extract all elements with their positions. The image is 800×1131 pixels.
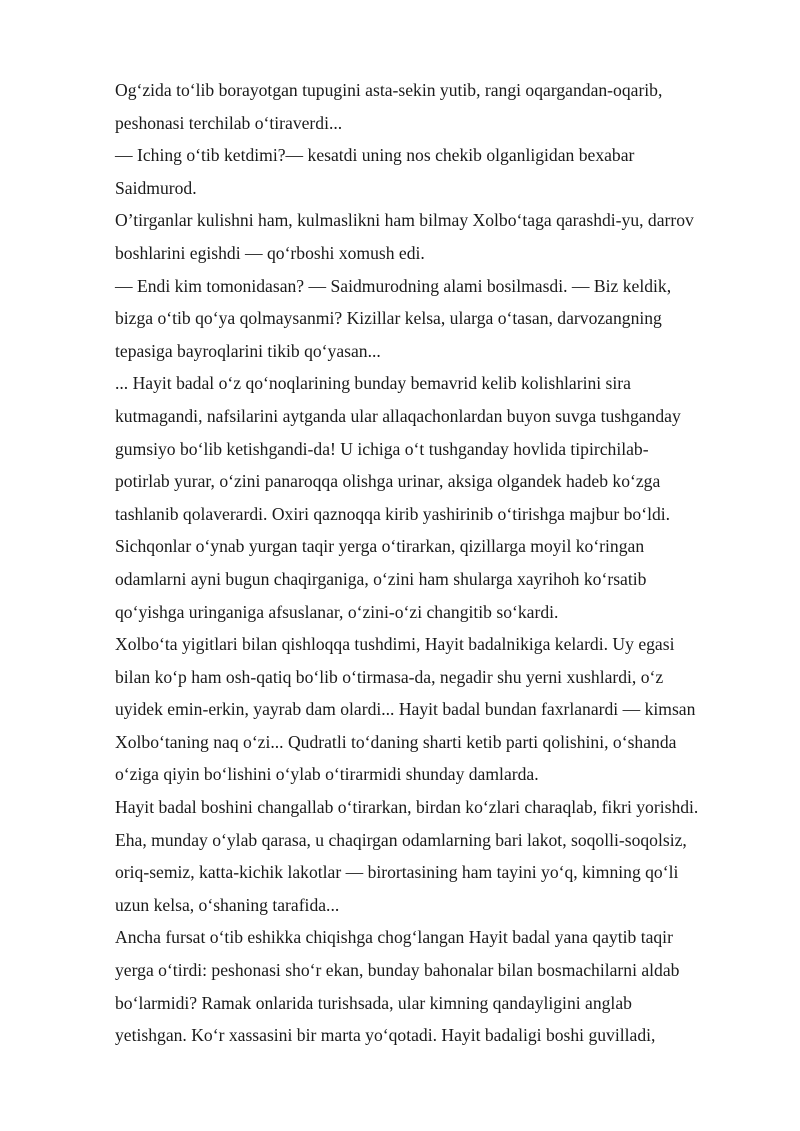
text-line: boshlarini egishdi — qo‘rboshi xomush edi. — [115, 242, 425, 263]
text-line: Xolbo‘ta yigitlari bilan qishloqqa tushdimi, Hayit badalnikiga kelardi. Uy egasi — [115, 634, 675, 655]
text-line: o‘ziga qiyin bo‘lishini o‘ylab o‘tirarmidi shunday damlarda. — [115, 764, 539, 785]
text-line: tashlanib qolaverardi. Oxiri qaznoqqa kirib yashirinib o‘tirishga majbur bo‘ldi. — [115, 503, 671, 524]
text-line: Saidmurod. — [115, 177, 197, 198]
text-line: gumsiyo bo‘lib ketishgandi-da! U ichiga o‘t tushganday hovlida tipirchilab- — [115, 438, 649, 459]
text-line: bizga o‘tib qo‘ya qolmaysanmi? Kizillar kelsa, ularga o‘tasan, darvozangning — [115, 308, 662, 329]
text-line: bilan ko‘p ham osh-qatiq bo‘lib o‘tirmasa-da, negadir shu yerni xushlardi, o‘z — [115, 666, 664, 687]
text-line: yerga o‘tirdi: peshonasi sho‘r ekan, bunday bahonalar bilan bosmachilarni aldab — [115, 960, 680, 981]
text-line: Eha, munday o‘ylab qarasa, u chaqirgan odamlarning bari lakot, soqolli-soqolsiz, — [115, 829, 687, 850]
text-line: — Iching o‘tib ketdimi?— kesatdi uning nos chekib olganligidan bexabar — [115, 145, 635, 166]
text-line: peshonasi terchilab o‘tiraverdi... — [115, 112, 343, 133]
text-line: Ancha fursat o‘tib eshikka chiqishga chog‘langan Hayit badal yana qaytib taqir — [115, 927, 673, 948]
text-line: — Endi kim tomonidasan? — Saidmurodning alami bosilmasdi. — Biz keldik, — [115, 275, 672, 296]
text-line: bo‘larmidi? Ramak onlarida turishsada, ular kimning qandayligini anglab — [115, 992, 632, 1013]
text-line: O’tirganlar kulishni ham, kulmaslikni ham bilmay Xolbo‘taga qarashdi-yu, darrov — [115, 210, 694, 231]
text-line: tepasiga bayroqlarini tikib qo‘yasan... — [115, 340, 381, 361]
document-body — [115, 74, 745, 1052]
text-line: Og‘zida to‘lib borayotgan tupugini asta-sekin yutib, rangi oqargandan-oqarib, — [115, 80, 663, 100]
text-line: odamlarni ayni bugun chaqirganiga, o‘zini ham shularga xayrihoh ko‘rsatib — [115, 568, 647, 589]
text-line: yetishgan. Ko‘r xassasini bir marta yo‘qotadi. Hayit badaligi boshi guvilladi, — [115, 1025, 656, 1046]
text-line: Sichqonlar o‘ynab yurgan taqir yerga o‘tirarkan, qizillarga moyil ko‘ringan — [115, 536, 645, 557]
text-line: Hayit badal boshini changallab o‘tirarkan, birdan ko‘zlari charaqlab, fikri yorishdi. — [115, 797, 699, 818]
text-line: qo‘yishga uringaniga afsuslanar, o‘zini-o‘zi changitib so‘kardi. — [115, 601, 559, 622]
text-line: kutmagandi, nafsilarini aytganda ular allaqachonlardan buyon suvga tushganday — [115, 405, 681, 426]
text-line: uzun kelsa, o‘shaning tarafida... — [115, 894, 340, 915]
text-line: potirlab yurar, o‘zini panaroqqa olishga urinar, aksiga olgandek hadeb ko‘zga — [115, 471, 661, 492]
text-line: oriq-semiz, katta-kichik lakotlar — birortasining ham tayini yo‘q, kimning qo‘li — [115, 862, 679, 883]
text-line: ... Hayit badal o‘z qo‘noqlarining bunday bemavrid kelib kolishlarini sira — [115, 373, 631, 394]
text-line: Xolbo‘taning naq o‘zi... Qudratli to‘daning sharti ketib parti qolishini, o‘shanda — [115, 731, 677, 752]
text-line: uyidek emin-erkin, yayrab dam olardi... Hayit badal bundan faxrlanardi — kimsan — [115, 699, 696, 720]
